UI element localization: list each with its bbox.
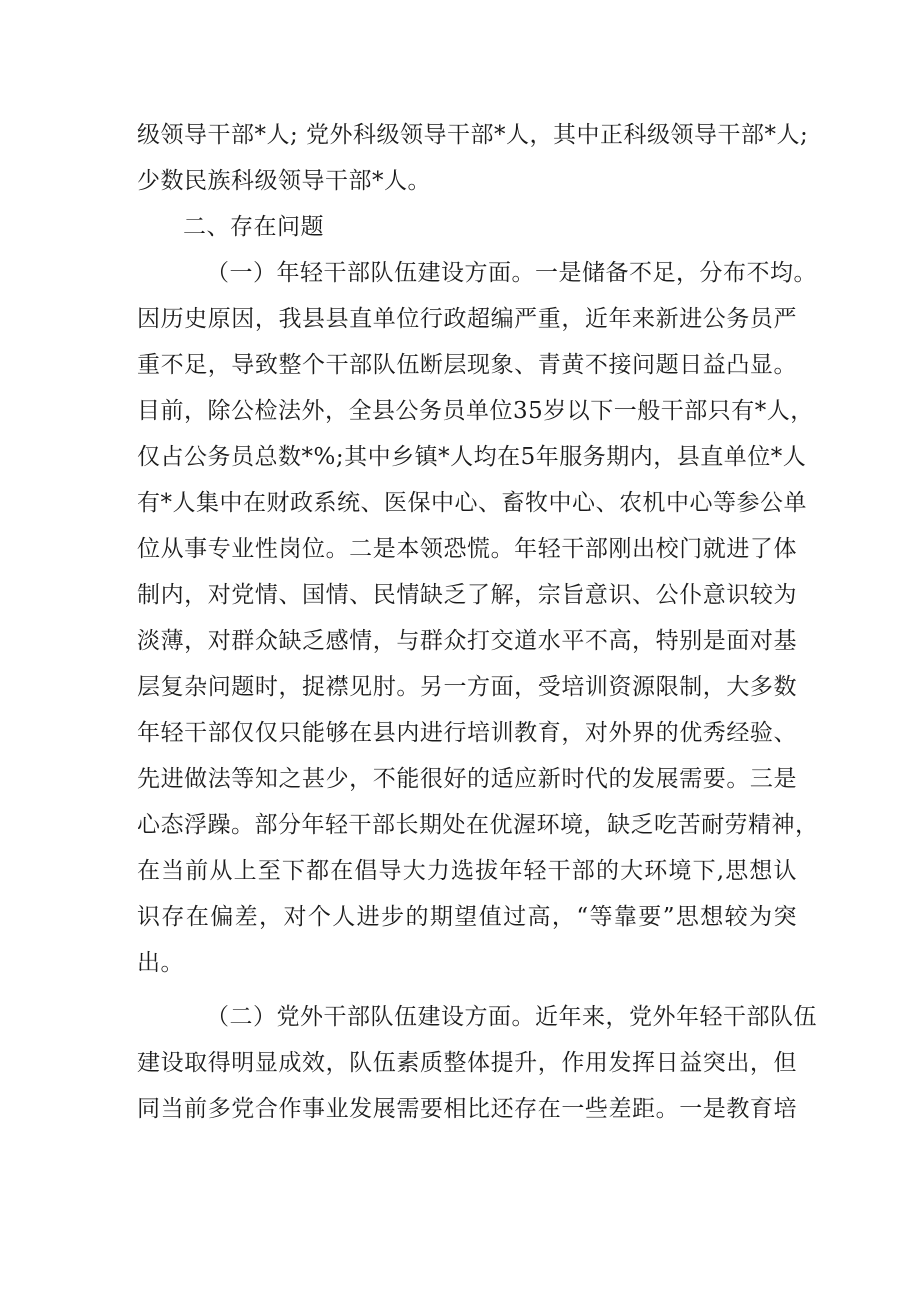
- paragraph-line: 位从事专业性岗位。二是本领恐慌。年轻干部刚出校门就进了体: [137, 536, 797, 562]
- text-line: 少数民族科级领导干部*人。: [137, 168, 431, 194]
- paragraph-line: （一）年轻干部队伍建设方面。一是储备不足，分布不均。: [206, 260, 817, 286]
- paragraph-line: （二）党外干部队伍建设方面。近年来，党外年轻干部队伍: [206, 1004, 817, 1030]
- document-body: [137, 112, 819, 1132]
- paragraph-line: 仅占公务员总数*%;其中乡镇*人均在5年服务期内，县直单位*人: [137, 444, 807, 470]
- paragraph-line: 重不足，导致整个干部队伍断层现象、青黄不接问题日益凸显。: [137, 352, 797, 378]
- paragraph-line: 淡薄，对群众缺乏感情，与群众打交道水平不高，特别是面对基: [137, 628, 797, 654]
- paragraph-line: 目前，除公检法外，全县公务员单位35岁以下一般干部只有*人，: [137, 398, 814, 424]
- paragraph-line: 有*人集中在财政系统、医保中心、畜牧中心、农机中心等参公单: [137, 490, 807, 516]
- paragraph-line: 年轻干部仅仅只能够在县内进行培训教育，对外界的优秀经验、: [137, 720, 797, 746]
- paragraph-line: 建设取得明显成效，队伍素质整体提升，作用发挥日益突出，但: [137, 1050, 797, 1076]
- paragraph-line: 在当前从上至下都在倡导大力选拔年轻干部的大环境下,思想认: [137, 858, 797, 884]
- paragraph-line: 层复杂问题时，捉襟见肘。另一方面，受培训资源限制，大多数: [137, 674, 797, 700]
- paragraph-line: 识存在偏差，对个人进步的期望值过高，“等靠要”思想较为突: [137, 904, 797, 930]
- paragraph-line: 出。: [137, 950, 184, 976]
- paragraph-gap: [137, 986, 797, 994]
- section-heading: 二、存在问题: [183, 214, 324, 240]
- paragraph-line: 因历史原因，我县县直单位行政超编严重，近年来新进公务员严: [137, 306, 797, 332]
- paragraph-line: 同当前多党合作事业发展需要相比还存在一些差距。一是教育培: [137, 1096, 797, 1122]
- text-line: 级领导干部*人; 党外科级领导干部*人，其中正科级领导干部*人;: [137, 122, 809, 148]
- paragraph-line: 心态浮躁。部分年轻干部长期处在优渥环境，缺乏吃苦耐劳精神，: [137, 812, 819, 838]
- paragraph-line: 制内，对党情、国情、民情缺乏了解，宗旨意识、公仆意识较为: [137, 582, 797, 608]
- paragraph-line: 先进做法等知之甚少，不能很好的适应新时代的发展需要。三是: [137, 766, 797, 792]
